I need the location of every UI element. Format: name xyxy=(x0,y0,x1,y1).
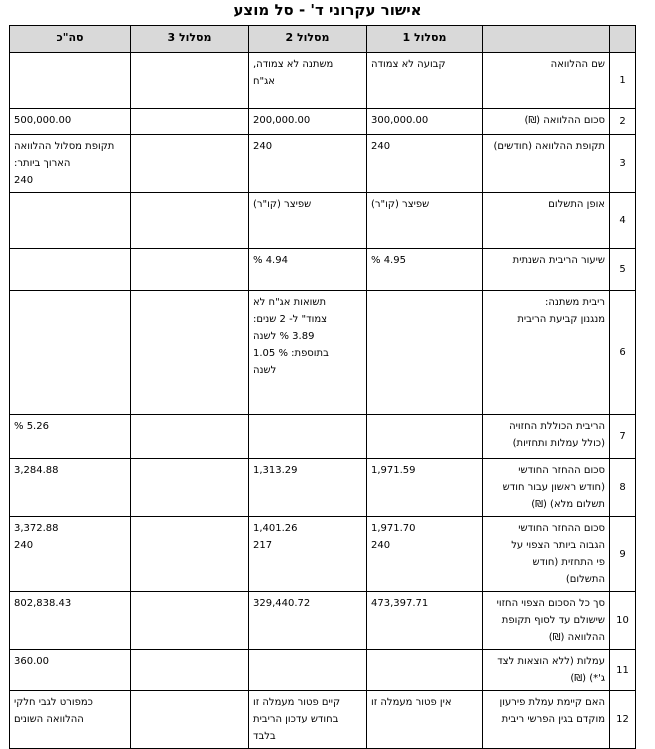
row-label-line: פי התחזית (חודש xyxy=(532,557,605,568)
table-row xyxy=(10,249,636,291)
track2-cell-line: 217 xyxy=(253,540,273,551)
table-row xyxy=(10,650,636,691)
row-label: שיעור הריבית השנתית xyxy=(483,249,610,291)
total-cell xyxy=(10,53,131,109)
row-label xyxy=(483,415,610,459)
total-cell-line: 3,372.88 xyxy=(14,523,59,534)
header-total: סה"כ xyxy=(10,26,131,53)
row-label-line: סך כל הסכום הצפוי החזוי xyxy=(496,598,605,609)
track1-cell: 473,397.71 xyxy=(367,592,483,650)
row-number: 9 xyxy=(610,517,636,592)
track1-cell xyxy=(367,650,483,691)
row-number: 1 xyxy=(610,53,636,109)
track1-cell xyxy=(367,415,483,459)
table-row xyxy=(10,415,636,459)
total-cell xyxy=(10,291,131,415)
row-number: 6 xyxy=(610,291,636,415)
table-row xyxy=(10,109,636,135)
row-number: 11 xyxy=(610,650,636,691)
track2-cell-line: צמוד" ל- 2 שנים: xyxy=(253,314,328,325)
row-label-line: תשלום מלא) (₪) xyxy=(531,499,605,510)
track3-cell xyxy=(131,291,249,415)
row-number: 12 xyxy=(610,691,636,749)
total-cell: 360.00 xyxy=(10,650,131,691)
track3-cell xyxy=(131,650,249,691)
row-label-line: (חודש ראשון עבור חודש xyxy=(502,482,605,493)
track3-cell xyxy=(131,135,249,193)
header-num xyxy=(610,26,636,53)
track1-cell: 300,000.00 xyxy=(367,109,483,135)
offer-table xyxy=(9,25,636,749)
track2-cell-line: 3.89 % לשנה xyxy=(253,331,315,342)
track1-cell xyxy=(367,517,483,592)
track3-cell xyxy=(131,691,249,749)
track2-cell xyxy=(249,650,367,691)
track2-cell: 200,000.00 xyxy=(249,109,367,135)
header-track1: מסלול 1 xyxy=(367,26,483,53)
track2-cell xyxy=(249,53,367,109)
track1-cell-line: 240 xyxy=(371,540,391,551)
track3-cell xyxy=(131,592,249,650)
page-title: אישור עקרוני ד' - סל מוצע xyxy=(233,1,422,19)
row-label-line: (כולל עמלות ותחזיות) xyxy=(512,438,605,449)
track1-cell: שפיצר (קו"ר) xyxy=(367,193,483,249)
track3-cell xyxy=(131,415,249,459)
track1-cell: 1,971.59 xyxy=(367,459,483,517)
row-label-line: עמלות (ללא הוצאות לצד xyxy=(497,656,605,667)
header-track3: מסלול 3 xyxy=(131,26,249,53)
total-cell xyxy=(10,691,131,749)
track2-cell xyxy=(249,291,367,415)
track2-cell: 4.94 % xyxy=(249,249,367,291)
row-number: 5 xyxy=(610,249,636,291)
row-label-line: הריבית הכוללת החזויה xyxy=(509,421,605,432)
row-number: 2 xyxy=(610,109,636,135)
row-number: 7 xyxy=(610,415,636,459)
track2-cell xyxy=(249,691,367,749)
row-label: אופן התשלום xyxy=(483,193,610,249)
track1-cell: אין פטור מעמלה זו xyxy=(367,691,483,749)
track1-cell: קבועה לא צמודה xyxy=(367,53,483,109)
table-row xyxy=(10,517,636,592)
row-label: סכום ההלוואה (₪) xyxy=(483,109,610,135)
table-row xyxy=(10,592,636,650)
total-cell: 3,284.88 xyxy=(10,459,131,517)
total-cell xyxy=(10,193,131,249)
row-label-line: הגבוה ביותר הצפוי על xyxy=(511,540,605,551)
row-label-line: סכום ההחזר החודשי xyxy=(518,465,605,476)
track2-cell-line: בלבד xyxy=(253,731,276,742)
total-cell xyxy=(10,249,131,291)
table-row xyxy=(10,53,636,109)
total-cell-line: הארוך ביותר: xyxy=(14,158,71,169)
track2-cell xyxy=(249,517,367,592)
total-cell-line: כמפורט לגבי חלקי xyxy=(14,697,93,708)
table-row xyxy=(10,193,636,249)
track2-cell-line: לשנה xyxy=(253,365,277,376)
total-cell: 5.26 % xyxy=(10,415,131,459)
track2-cell-line: בתוספת: % 1.05 xyxy=(253,348,329,359)
row-label xyxy=(483,517,610,592)
row-label-line: ריבית משתנה: xyxy=(544,297,605,308)
row-number: 3 xyxy=(610,135,636,193)
table-row xyxy=(10,691,636,749)
total-cell xyxy=(10,135,131,193)
row-label-line: ג'*) (₪) xyxy=(570,673,605,684)
row-label-line: שישולם עד לסוף תקופת xyxy=(501,615,605,626)
row-label-line: סכום ההחזר החודשי xyxy=(518,523,605,534)
track3-cell xyxy=(131,249,249,291)
track2-cell: 240 xyxy=(249,135,367,193)
row-label: תקופת ההלוואה (חודשים) xyxy=(483,135,610,193)
total-cell xyxy=(10,517,131,592)
total-cell-line: ההלוואה השונים xyxy=(14,714,84,725)
row-label-line: מנגנון קביעת הריבית xyxy=(517,314,605,325)
row-number: 4 xyxy=(610,193,636,249)
track3-cell xyxy=(131,193,249,249)
table-header-row xyxy=(10,26,636,53)
total-cell-line: 240 xyxy=(14,540,34,551)
table-row xyxy=(10,459,636,517)
row-number: 8 xyxy=(610,459,636,517)
row-label xyxy=(483,650,610,691)
total-cell-line: תקופת מסלול ההלוואה xyxy=(14,141,115,152)
track2-cell xyxy=(249,415,367,459)
track2-cell: 329,440.72 xyxy=(249,592,367,650)
track1-cell: 4.95 % xyxy=(367,249,483,291)
row-label-line: ההלוואה (₪) xyxy=(548,632,605,643)
header-track2: מסלול 2 xyxy=(249,26,367,53)
track2-cell: 1,313.29 xyxy=(249,459,367,517)
track1-cell xyxy=(367,291,483,415)
total-cell: 802,838.43 xyxy=(10,592,131,650)
track3-cell xyxy=(131,109,249,135)
track1-cell-line: 1,971.70 xyxy=(371,523,416,534)
track2-cell-line: משתנה לא צמודה, xyxy=(253,59,334,70)
row-label xyxy=(483,592,610,650)
track2-cell-line: תשואות אג"ח לא xyxy=(253,297,327,308)
row-label-line: האם קיימת עמלת פירעון xyxy=(499,697,605,708)
track3-cell xyxy=(131,53,249,109)
total-cell-line: 240 xyxy=(14,175,34,186)
row-number: 10 xyxy=(610,592,636,650)
track3-cell xyxy=(131,459,249,517)
row-label-line: מוקדם בגין הפרשי ריבית xyxy=(501,714,605,725)
track2-cell-line: 1,401.26 xyxy=(253,523,298,534)
total-cell: 500,000.00 xyxy=(10,109,131,135)
table-row xyxy=(10,291,636,415)
track2-cell-line: אג"ח xyxy=(253,76,275,87)
row-label-line: התשלום) xyxy=(565,574,605,585)
track2-cell: שפיצר (קו"ר) xyxy=(249,193,367,249)
table-row xyxy=(10,135,636,193)
row-label xyxy=(483,291,610,415)
track1-cell: 240 xyxy=(367,135,483,193)
track3-cell xyxy=(131,517,249,592)
track2-cell-line: בחודש עדכון הריבית xyxy=(253,714,339,725)
row-label xyxy=(483,691,610,749)
header-label xyxy=(483,26,610,53)
row-label xyxy=(483,459,610,517)
row-label: שם ההלוואה xyxy=(483,53,610,109)
track2-cell-line: קיים פטור מעמלה זו xyxy=(253,697,341,708)
